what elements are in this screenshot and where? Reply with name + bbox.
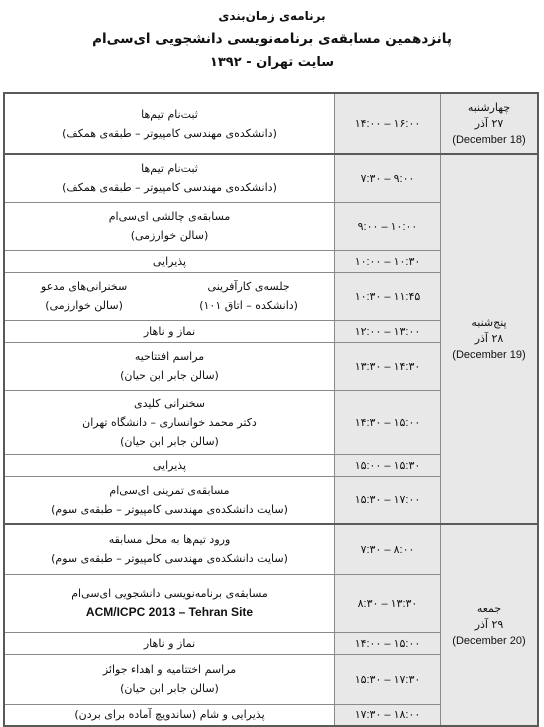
schedule-row <box>4 93 538 154</box>
time-cell <box>335 93 441 154</box>
event-title: ثبت‌نام تیم‌ها <box>141 162 198 176</box>
day-name: پنج‌شنبه <box>471 316 507 329</box>
event-cell <box>4 250 335 272</box>
event-location: (سالن خوارزمی) <box>130 229 209 242</box>
time-cell <box>335 390 441 454</box>
time-cell <box>335 272 441 320</box>
day-name: جمعه <box>476 602 502 615</box>
event-cell <box>4 524 335 574</box>
time-range: ۱۰:۰۰ – ۱۰:۳۰ <box>354 255 421 268</box>
event-cell <box>4 390 335 454</box>
time-cell <box>335 154 441 202</box>
time-cell <box>335 202 441 250</box>
schedule-table <box>3 92 539 727</box>
event-cell <box>4 342 335 390</box>
event-location: (سالن جابر ابن حیان) <box>120 434 219 448</box>
event-location: (سالن خوارزمی) <box>45 299 123 312</box>
time-cell <box>335 524 441 574</box>
time-range: ۱۴:۰۰ – ۱۶:۰۰ <box>354 118 421 130</box>
time-range: ۱۲:۰۰ – ۱۳:۰۰ <box>354 325 421 338</box>
event-cell <box>4 93 335 154</box>
time-cell <box>335 250 441 272</box>
time-range: ۸:۳۰ – ۱۳:۳۰ <box>357 597 418 610</box>
event-title: نماز و ناهار <box>143 636 196 650</box>
event-title: سخنرانی کلیدی <box>133 396 206 410</box>
day-date-en: (December 19) <box>452 349 526 361</box>
event-location: (دانشکده‌ی مهندسی کامپیوتر – طبقه‌ی همکف) <box>62 181 277 195</box>
time-range: ۱۵:۰۰ – ۱۵:۳۰ <box>354 459 421 472</box>
event-cell <box>4 202 335 250</box>
event-title: مسابقه‌ی چالشی ای‌سی‌ام <box>108 210 231 223</box>
day-cell <box>441 524 539 726</box>
contest-name: پانزدهمین مسابقه‌ی برنامه‌نویسی دانشجویی ای‌سی‌ام <box>92 31 452 47</box>
event-cell <box>4 454 335 476</box>
time-range: ۱۴:۰۰ – ۱۵:۰۰ <box>354 637 421 650</box>
time-range: ۱۵:۳۰ – ۱۷:۳۰ <box>354 673 421 686</box>
time-cell <box>335 476 441 524</box>
day-date-en: (December 18) <box>452 133 526 146</box>
time-range: ۱۵:۳۰ – ۱۷:۰۰ <box>354 494 421 507</box>
time-cell <box>335 574 441 632</box>
event-title: پذیرایی و شام (ساندویچ آماده برای بردن) <box>74 708 265 722</box>
time-cell <box>335 320 441 342</box>
event-title: مراسم اختتامیه و اهداء جوائز <box>102 663 237 676</box>
schedule-row <box>4 154 538 202</box>
site-year: سایت تهران - ۱۳۹۲ <box>209 55 335 70</box>
schedule-row <box>4 524 538 574</box>
session-invited-talks <box>41 277 127 315</box>
event-title: ورود تیم‌ها به محل مسابقه <box>108 533 231 547</box>
event-location: (سایت دانشکده‌ی مهندسی کامپیوتر – طبقه‌ی سوم) <box>51 502 288 516</box>
event-cell <box>4 654 335 704</box>
session-entrepreneurship <box>199 277 298 315</box>
event-cell <box>4 272 335 320</box>
event-location: (دانشکده‌ی مهندسی کامپیوتر – طبقه‌ی همکف) <box>62 126 277 140</box>
event-location: (سالن جابر ابن حیان) <box>120 682 219 695</box>
day-date-en: (December 20) <box>452 635 526 647</box>
day-name: چهارشنبه <box>467 100 511 114</box>
event-title: سخنرانی‌های مدعو <box>41 280 128 293</box>
time-cell <box>335 342 441 390</box>
day-date: ۲۷ آذر <box>474 116 504 130</box>
time-cell <box>335 704 441 726</box>
event-location: (سالن جابر ابن حیان) <box>120 369 219 382</box>
time-range: ۱۴:۳۰ – ۱۵:۰۰ <box>354 416 421 429</box>
event-speaker: دکتر محمد خوانساری – دانشگاه تهران <box>82 415 257 429</box>
event-cell <box>4 476 335 524</box>
time-cell <box>335 632 441 654</box>
event-title: ثبت‌نام تیم‌ها <box>141 107 198 121</box>
event-cell <box>4 574 335 632</box>
event-title: نماز و ناهار <box>143 324 196 338</box>
event-title: جلسه‌ی کارآفرینی <box>207 280 290 293</box>
parallel-sessions <box>5 277 334 315</box>
day-cell <box>441 154 539 524</box>
time-cell <box>335 654 441 704</box>
time-range: ۹:۰۰ – ۱۰:۰۰ <box>357 220 418 233</box>
event-title-en: ACM/ICPC 2013 – Tehran Site <box>85 605 254 619</box>
event-cell <box>4 320 335 342</box>
day-date: ۲۸ آذر <box>474 332 504 345</box>
time-range: ۷:۳۰ – ۸:۰۰ <box>360 543 415 556</box>
day-group-wednesday <box>4 93 538 154</box>
event-cell <box>4 632 335 654</box>
event-location: (سایت دانشکده‌ی مهندسی کامپیوتر – طبقه‌ی سوم) <box>51 552 288 566</box>
event-title: مراسم افتتاحیه <box>134 350 205 363</box>
time-range: ۱۰:۳۰ – ۱۱:۴۵ <box>354 290 421 303</box>
event-cell <box>4 704 335 726</box>
event-location: (دانشکده – اتاق ۱۰۱) <box>199 299 298 312</box>
event-title: مسابقه‌ی تمرینی ای‌سی‌ام <box>109 483 230 497</box>
event-title: پذیرایی <box>152 254 187 268</box>
time-range: ۷:۳۰ – ۹:۰۰ <box>360 172 415 185</box>
document-title: برنامه‌ی زمان‌بندی <box>218 9 326 23</box>
day-cell <box>441 93 539 154</box>
day-date: ۲۹ آذر <box>474 618 504 631</box>
title-block <box>0 0 544 85</box>
day-group-friday <box>4 524 538 726</box>
event-cell <box>4 154 335 202</box>
event-title: مسابقه‌ی برنامه‌نویسی دانشجویی ای‌سی‌ام <box>71 587 268 600</box>
day-group-thursday <box>4 154 538 524</box>
time-range: ۱۷:۳۰ – ۱۸:۰۰ <box>354 709 421 722</box>
time-cell <box>335 454 441 476</box>
event-title: پذیرایی <box>152 458 187 472</box>
time-range: ۱۳:۳۰ – ۱۴:۳۰ <box>354 360 421 373</box>
